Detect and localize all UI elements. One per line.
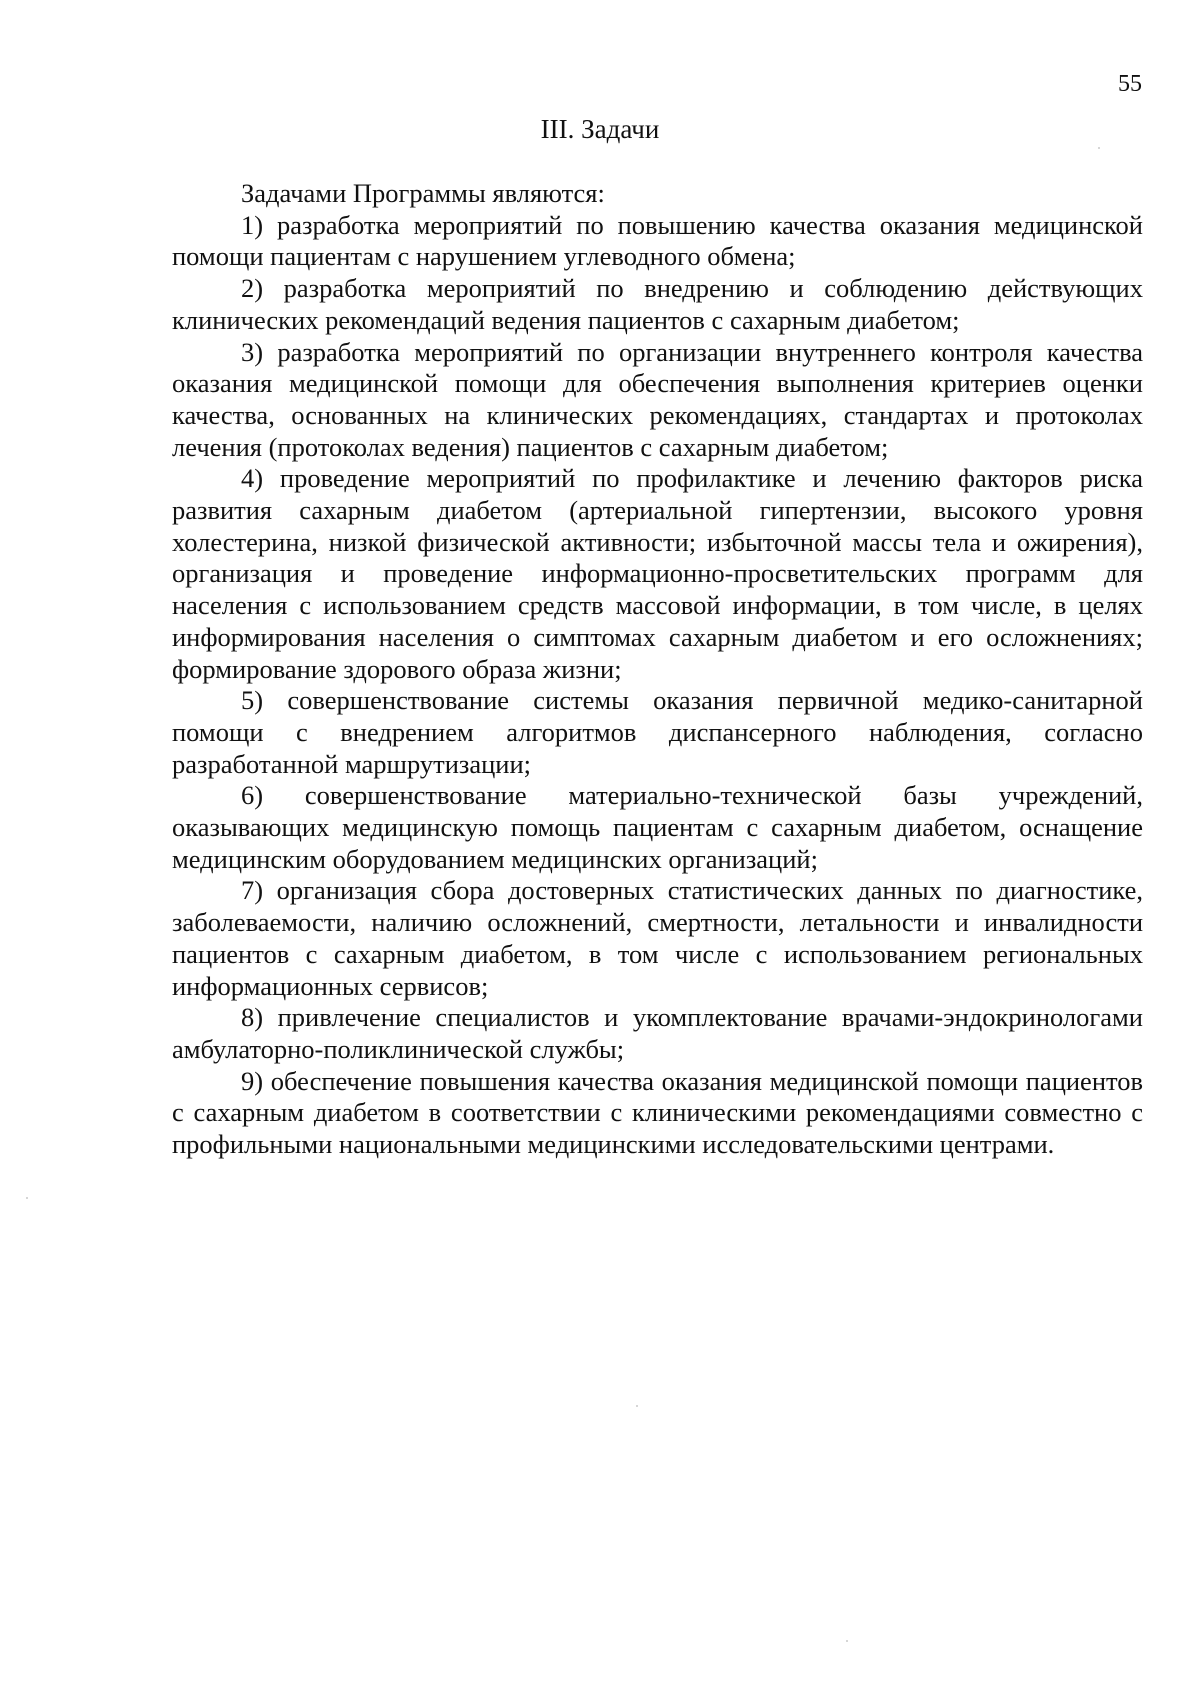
section-title: III. Задачи (540, 114, 660, 144)
scan-speck (26, 1197, 28, 1199)
task-item-2: 2) разработка мероприятий по внедрению и соблюдению действующих клинических рекомендаций ведения пациентов с сахарным диабетом; (172, 273, 1143, 335)
page-number: 55 (1118, 71, 1142, 97)
task-item-6: 6) совершенствование материально-технической базы учреждений, оказывающих медицинскую помощь пациентам с сахарным диабетом, оснащение медицинским оборудованием медицинских организаций; (172, 780, 1143, 874)
task-item-8: 8) привлечение специалистов и укомплектование врачами-эндокринологами амбулаторно-поликлинической службы; (172, 1002, 1143, 1064)
task-item-5: 5) совершенствование системы оказания первичной медико-санитарной помощи с внедрением алгоритмов диспансерного наблюдения, согласно разработанной маршрутизации; (172, 685, 1143, 779)
scan-speck (1098, 147, 1100, 149)
task-item-1: 1) разработка мероприятий по повышению качества оказания медицинской помощи пациентам с нарушением углеводного обмена; (172, 209, 1143, 272)
scan-speck (636, 1405, 638, 1407)
intro-paragraph: Задачами Программы являются: (241, 178, 605, 208)
document-body (172, 178, 1143, 1161)
scan-speck (846, 1640, 848, 1642)
task-item-3: 3) разработка мероприятий по организации внутреннего контроля качества оказания медицинской помощи для обеспечения выполнения критериев оценки качества, основанных на клинических рекомендациях, стандартах и протоколах лечения (протоколах ведения) пациентов с сахарным диабетом; (172, 336, 1143, 462)
task-item-7: 7) организация сбора достоверных статистических данных по диагностике, заболеваемости, наличию осложнений, смертности, летальности и инвалидности пациентов с сахарным диабетом, в том числе с использованием региональных информационных сервисов; (172, 875, 1143, 1001)
task-item-9: 9) обеспечение повышения качества оказания медицинской помощи пациентов с сахарным диабетом в соответствии с клиническими рекомендациями совместно с профильными национальными медицинскими исследовательскими центрами. (172, 1065, 1143, 1160)
task-item-4: 4) проведение мероприятий по профилактике и лечению факторов риска развития сахарным диабетом (артериальной гипертензии, высокого уровня холестерина, низкой физической активности; избыточной массы тела и ожирения), организация и проведение информационно-просветительских программ для населения с использованием средств массовой информации, в том числе, в целях информирования населения о симптомах сахарным диабетом и его осложнениях; формирование здорового образа жизни; (172, 463, 1143, 684)
